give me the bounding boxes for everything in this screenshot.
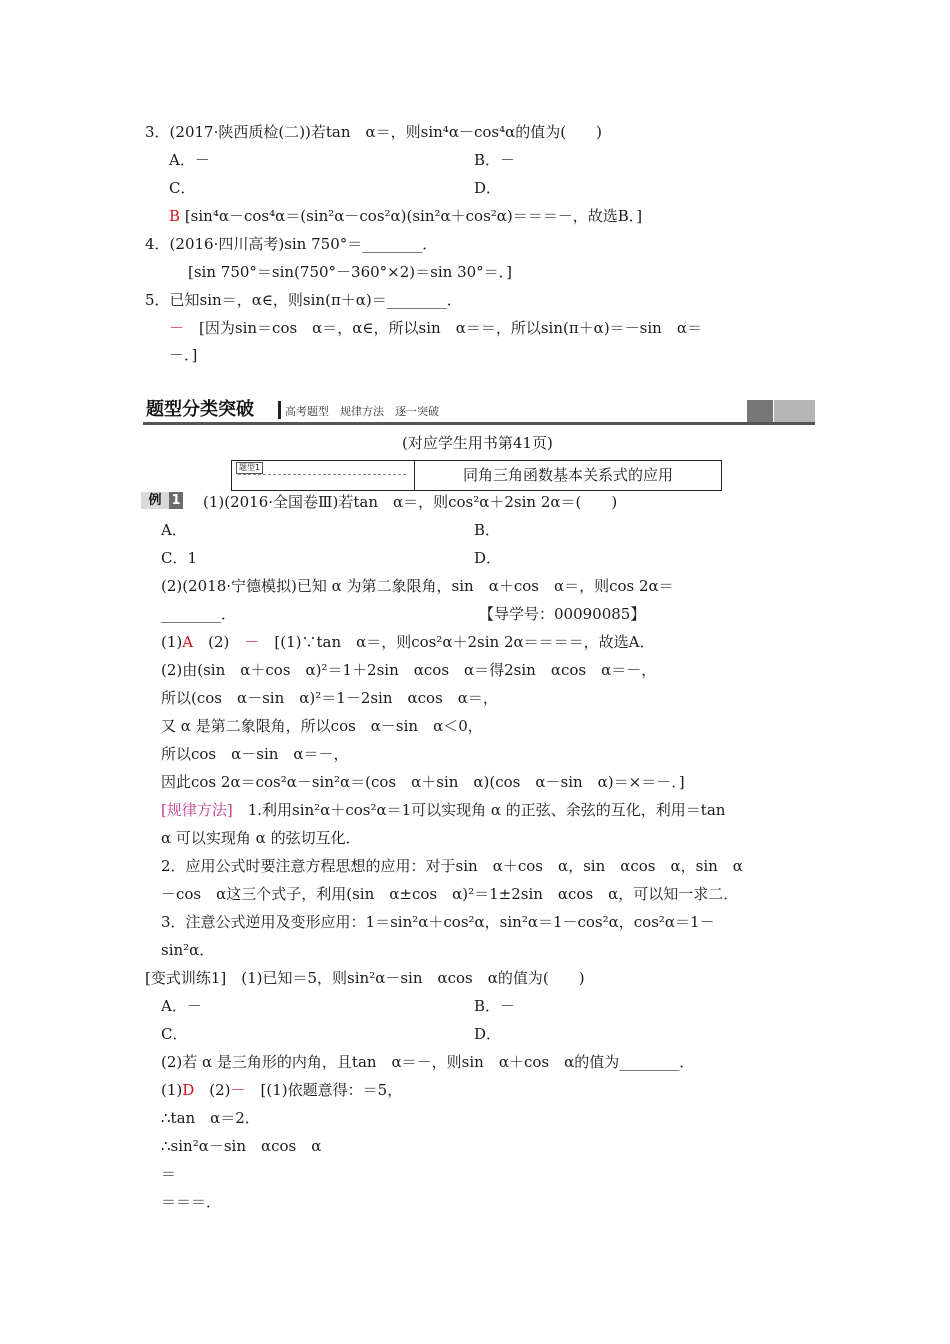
q4-stem: 4．(2016·四川高考)sin 750°＝________． [145, 235, 438, 253]
q5-solution-line2: －．] [169, 346, 198, 364]
page-reference: (对应学生用书第41页) [402, 434, 553, 452]
practice-option-b: B．－ [474, 997, 516, 1015]
practice-option-c: C． [161, 1025, 188, 1043]
example-solution-line4: 所以cos α－sin α＝－， [161, 745, 349, 763]
practice-answer-explanation: [(1)依题意得：＝5， [245, 1081, 403, 1099]
example-answer-2: － [244, 633, 260, 651]
practice-answer-2: － [230, 1081, 246, 1099]
example-answer-1: A [182, 633, 194, 651]
practice-option-d: D． [474, 1025, 502, 1043]
section-banner [143, 398, 815, 424]
practice-stem-2: (2)若 α 是三角形的内角，且tan α＝－，则sin α＋cos α的值为________． [161, 1053, 695, 1071]
method-para2-line2: －cos α这三个式子，利用(sin α±cos α)²＝1±2sin αcos α，可以知一求二． [161, 885, 739, 903]
q3-stem: 3．(2017·陕西质检(二))若tan α＝，则sin⁴α－cos⁴α的值为( ) [145, 123, 602, 141]
q3-solution-text: [sin⁴α－cos⁴α＝(sin²α－cos²α)(sin²α＋cos²α)＝＝＝－，故选B．] [184, 207, 643, 225]
example-answer-line [161, 632, 654, 652]
example-option-a: A． [161, 521, 187, 539]
practice-answer-part1-label: (1) [161, 1081, 183, 1099]
guide-number: 【导学号：00090085】 [479, 605, 646, 623]
section-subtitle: 高考题型 规律方法 逐一突破 [285, 405, 439, 418]
example-solution-line3: 又 α 是第二象限角，所以cos α－sin α＜0， [161, 717, 483, 735]
example-solution-line5: 因此cos 2α＝cos²α－sin²α＝(cos α＋sin α)(cos α－sin α)＝×＝－．] [161, 773, 685, 791]
topic-title: 同角三角函数基本关系式的应用 [462, 466, 673, 484]
topic-box [231, 460, 722, 491]
topic-dash-line [238, 474, 406, 475]
q3-solution [169, 206, 642, 226]
q5-solution-line1 [169, 318, 702, 338]
q5-stem: 5．已知sin＝，α∈，则sin(π＋α)＝________． [145, 291, 462, 309]
section-title: 题型分类突破 [146, 399, 254, 420]
practice-solution-line4: ＝＝＝． [161, 1193, 222, 1211]
practice-answer-line [161, 1080, 402, 1100]
practice-answer-1: D [182, 1081, 195, 1099]
q3-option-d: D． [474, 179, 502, 197]
q5-solution-text: [因为sin＝cos α＝，α∈，所以sin α＝＝，所以sin(π＋α)＝－sin α＝ [199, 319, 702, 337]
example-tag-number: 1 [169, 492, 183, 509]
example-tag-label: 例 [141, 492, 169, 509]
example-solution-line1: (2)由(sin α＋cos α)²＝1＋2sin αcos α＝得2sin αcos α＝－， [161, 661, 657, 679]
banner-rule [143, 422, 815, 425]
q5-answer: － [169, 319, 185, 337]
method-para3-line2: sin²α． [161, 941, 215, 959]
example-option-b: B． [474, 521, 501, 539]
q3-option-b: B．－ [474, 151, 516, 169]
example-stem-2-blank: ________． [161, 605, 237, 623]
method-label: [规律方法] [161, 801, 233, 819]
method-para3-line1: 3．注意公式逆用及变形应用：1＝sin²α＋cos²α，sin²α＝1－cos²α，cos²α＝1－ [161, 913, 715, 931]
example-option-c: C．1 [161, 549, 198, 567]
practice-stem-1: [变式训练1] (1)已知＝5，则sin²α－sin αcos α的值为( ) [145, 969, 585, 987]
q3-option-c: C． [169, 179, 196, 197]
example-solution-line2: 所以(cos α－sin α)²＝1－2sin αcos α＝， [161, 689, 498, 707]
example-stem-2: (2)(2018·宁德模拟)已知 α 为第二象限角，sin α＋cos α＝，则cos 2α＝ [161, 577, 674, 595]
practice-answer-part2-label: (2) [194, 1081, 231, 1099]
q4-solution: [sin 750°＝sin(750°－360°×2)＝sin 30°＝．] [188, 263, 513, 281]
example-stem-1: (1)(2016·全国卷Ⅲ)若tan α＝，则cos²α＋2sin 2α＝( ) [203, 493, 618, 511]
method-para2-line1: 2．应用公式时要注意方程思想的应用：对于sin α＋cos α，sin αcos α，sin α [161, 857, 743, 875]
practice-option-a: A．－ [161, 997, 202, 1015]
example-answer-part1-label: (1) [161, 633, 183, 651]
practice-solution-line1: ∴tan α＝2． [161, 1109, 260, 1127]
q3-option-a: A．－ [169, 151, 210, 169]
example-option-d: D． [474, 549, 502, 567]
banner-divider [278, 401, 281, 419]
method-para1-line2: α 可以实现角 α 的弦切互化． [161, 829, 361, 847]
banner-block-dark [747, 400, 773, 422]
example-tag [141, 492, 185, 509]
practice-solution-line2: ∴sin²α－sin αcos α [161, 1137, 322, 1155]
method-para1-text: 1.利用sin²α＋cos²α＝1可以实现角 α 的正弦、余弦的互化，利用＝tan [232, 801, 726, 819]
practice-solution-line3: ＝ [161, 1165, 177, 1183]
q3-answer: B [169, 207, 181, 225]
method-para1-line1 [161, 800, 725, 820]
example-answer-explanation: [(1)∵tan α＝，则cos²α＋2sin 2α＝＝＝＝，故选A． [259, 633, 655, 651]
banner-block-light [774, 400, 815, 422]
topic-tag: 题型1 [236, 462, 263, 474]
example-answer-part2-label: (2) [193, 633, 230, 651]
